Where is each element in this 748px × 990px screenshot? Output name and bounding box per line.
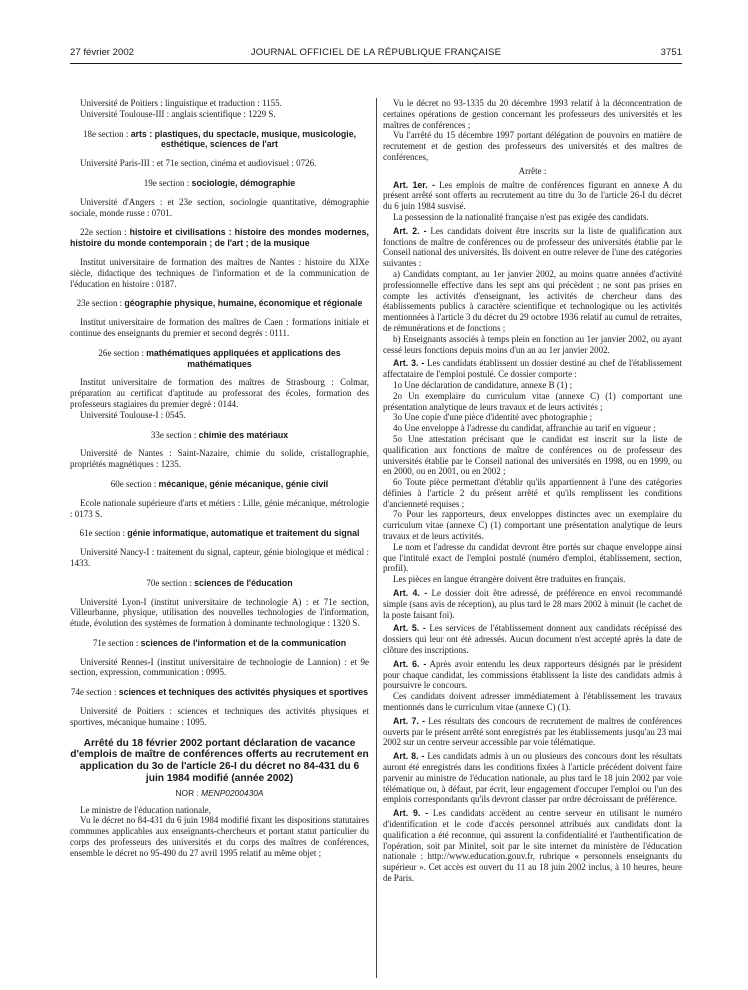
decree-title: Arrêté du 18 février 2002 portant déclaration de vacance d'emplois de maître de conférences offerts au recrutement en application du 3o de l'article 26-I du décret no 84-431 du 6 juin 1984 modifié (année 2002) (70, 737, 369, 785)
article-list (383, 180, 682, 884)
section-number: 23e section : (76, 298, 125, 309)
section-title: mécanique, génie mécanique, génie civil (158, 478, 329, 489)
section-heading (70, 348, 369, 370)
section-entry: Université Toulouse-I : 0545. (80, 409, 186, 420)
section-title: histoire et civilisations : histoire des mondes modernes, histoire du monde contemporain ; de l'art ; de la musique (70, 227, 369, 249)
minister-line: Le ministre de l'éducation nationale, (80, 804, 211, 815)
article-label: Art. 5. - (393, 623, 426, 634)
article-paragraph (383, 412, 682, 423)
article-paragraph (383, 358, 682, 380)
vu-paragraph: Vu l'arrêté du 15 décembre 1997 portant délégation de pouvoirs en matière de recrutement et de gestion des professeurs des universités et des maîtres de conférences, (383, 130, 682, 162)
article-text: Le nom et l'adresse du candidat devront être portés sur chaque enveloppe ainsi que l'intitulé exact de l'emploi postulé (numéro d'emploi, établissement, section, profil). (383, 541, 682, 574)
vu-paragraph: Vu le décret no 84-431 du 6 juin 1984 modifié fixant les dispositions statutaires communes applicables aux enseignants-chercheurs et portant statut particulier du corps des professeurs des universités et du corps des maîtres de conférences, ensemble le décret no 95-490 du 27 avril 1995 relatif au même objet ; (70, 815, 369, 858)
article-paragraph (383, 808, 682, 884)
section-heading (70, 178, 369, 189)
section-entry: Université de Poitiers : sciences et techniques des activités physiques et sportives, mécanique humaine : 1095. (70, 706, 369, 727)
article-text: Après avoir entendu les deux rapporteurs désignés par le président pour chaque candidat, les commissions établissent la liste des candidats admis à poursuivre le concours. (383, 658, 682, 691)
section-title: mathématiques appliquées et applications des mathématiques (146, 347, 341, 369)
section-title: génie informatique, automatique et traitement du signal (127, 528, 360, 539)
section-entry: Université de Nantes : Saint-Nazaire, chimie du solide, cristallographie, propriétés magnétiques : 1235. (70, 448, 369, 470)
article-text: b) Enseignants associés à temps plein en fonction au 1er janvier 2002, ou ayant cessé leurs fonctions depuis moins d'un an au 1er janvier 2002. (383, 333, 682, 355)
article-text: Ces candidats doivent adresser immédiatement à l'établissement les travaux mentionnés dans le curriculum vitae (annexe C) (1). (383, 691, 682, 713)
article-text: 1o Une déclaration de candidature, annexe B (1) ; (393, 379, 573, 390)
section-entry: Institut universitaire de formation des maîtres de Caen : formations initiale et continue des enseignants du premier et second degrés : 0111. (70, 317, 369, 338)
article-text: Le dossier doit être adressé, de préférence en envoi recommandé simple (sans avis de réception), au plus tard le 28 mars 2002 à minuit (le cachet de la poste faisant foi). (383, 588, 682, 620)
vu-paragraph: Vu le décret no 93-1335 du 20 décembre 1993 relatif à la déconcentration de certaines opérations de gestion concernant les professeurs des universités et les maîtres de conférences ; (383, 98, 682, 130)
article-paragraph (383, 477, 682, 509)
article-label: Art. 6. - (393, 658, 427, 669)
article-paragraph (383, 334, 682, 356)
article-paragraph (383, 180, 682, 212)
article-text: Les candidats accèdent au centre serveur en utilisant le numéro d'identification et le code d'accès personnel attribués aux candidats dont la qualification a été reconnue, qui assurent la confidentialité et l'authentification de l'opération, soit par Minitel, soit par le site internet du ministère de l'éducation nationale : http://www.education.gouv.fr, rubrique « personnels enseignants du supérieur ». Cet accès est ouvert du 11 au 18 juin 2002 inclus, à 10 heures, heure de Paris. (383, 808, 682, 883)
article-paragraph (383, 226, 682, 269)
section-heading (70, 430, 369, 441)
section-entry: Ecole nationale supérieure d'arts et métiers : Lille, génie mécanique, métrologie : 0173 S. (70, 497, 369, 519)
column-divider (376, 98, 377, 978)
article-paragraph (383, 574, 682, 585)
article-paragraph (383, 380, 682, 391)
article-text: Les services de l'établissement donnent aux candidats récépissé des dossiers qui leur ont été adressés. Aucun document n'est accepté après la date de clôture des inscriptions. (383, 623, 682, 656)
section-heading (70, 578, 369, 589)
arrete-heading: Arrête : (518, 165, 547, 176)
article-text: Les candidats établissent un dossier destiné au chef de l'établissement affectataire de l'emploi postulé. Ce dossier comporte : (383, 358, 682, 380)
article-paragraph (383, 623, 682, 655)
article-text: 5o Une attestation précisant que le candidat est inscrit sur la liste de qualification aux fonctions de maître de conférences ou de professeur des universités établie par le Conseil national des universités en 1998, ou en 1999, ou en 2000, ou en 2001, ou en 2002 ; (383, 433, 682, 477)
section-title: sciences de l'éducation (194, 577, 293, 588)
article-label: Art. 9. - (393, 808, 429, 819)
article-text: Les emplois de maître de conférences figurant en annexe A du présent arrêté sont offerts au recrutement au titre du 3o de l'article 26-I du décret du 6 juin 1984 susvisé. (383, 179, 682, 212)
section-heading (70, 528, 369, 539)
left-column (70, 98, 369, 978)
header-date: 27 février 2002 (70, 47, 134, 58)
right-column (383, 98, 682, 978)
section-entry: Institut universitaire de formation des maîtres de Strasbourg : Colmar, préparation au certificat d'aptitude au professorat des écoles, formation des professeurs stagiaires du premier degré : 0144. (70, 377, 369, 409)
section-list (70, 129, 369, 728)
article-text: 7o Pour les rapporteurs, deux enveloppes distinctes avec un exemplaire du curriculum vitae (annexe C) (1) comportant une présentation analytique de leurs travaux et de leurs activités. (383, 509, 682, 542)
section-entry: Université Paris-III : et 71e section, cinéma et audiovisuel : 0726. (80, 158, 317, 169)
article-paragraph (383, 751, 682, 805)
journal-title: JOURNAL OFFICIEL DE LA RÉPUBLIQUE FRANÇAISE (250, 47, 502, 58)
section-heading (70, 129, 369, 151)
section-heading (70, 479, 369, 490)
section-number: 71e section : (92, 637, 141, 648)
section-heading (70, 227, 369, 249)
section-number: 33e section : (150, 429, 199, 440)
section-entry: Université Lyon-I (institut universitaire de technologie A) : et 71e section, Villeurbanne, physique, utilisation des nouvelles technologies de l'information, étude, évolution des systèmes de formation à dominante technologique : 1320 S. (70, 596, 369, 629)
article-text: Les pièces en langue étrangère doivent être traduites en français. (393, 574, 626, 585)
header-rule (70, 63, 682, 64)
section-title: sciences et techniques des activités physiques et sportives (118, 687, 369, 698)
article-label: Art. 7. - (393, 715, 426, 726)
nor-code: MENP0200430A (201, 787, 264, 798)
article-paragraph (383, 691, 682, 713)
intro-line: Université de Poitiers : linguistique et traduction : 1155. (80, 98, 282, 108)
section-title: sciences de l'information et de la communication (140, 637, 347, 648)
section-number: 60e section : (110, 478, 159, 489)
section-number: 18e section : (82, 128, 131, 139)
article-paragraph (383, 509, 682, 541)
article-text: Les candidats doivent être inscrits sur la liste de qualification aux fonctions de maître de conférences ou de professeur des universités établie par le Conseil national des universités. Ils doivent en outre relever de l'une des catégories suivantes : (383, 225, 682, 269)
article-paragraph (383, 434, 682, 477)
article-text: 6o Toute pièce permettant d'établir qu'ils appartiennent à l'une des catégories définies à l'article 2 du présent arrêté et qu'ils remplissent les conditions d'ancienneté requises ; (383, 477, 682, 509)
nor-label: NOR : (175, 787, 202, 798)
section-entry: Université d'Angers : et 23e section, sociologie quantitative, démographie sociale, monde russe : 0701. (70, 196, 369, 218)
section-number: 61e section : (79, 528, 128, 539)
article-paragraph (383, 716, 682, 748)
article-paragraph (383, 391, 682, 413)
section-heading (70, 687, 369, 698)
section-title: arts : plastiques, du spectacle, musique, musicologie, esthétique, sciences de l'art (130, 128, 357, 150)
article-text: 3o Une copie d'une pièce d'identité avec photographie ; (393, 412, 593, 423)
article-label: Art. 2. - (393, 225, 427, 236)
article-label: Art. 3. - (393, 358, 425, 369)
section-number: 70e section : (146, 577, 195, 588)
section-title: sociologie, démographie (191, 177, 296, 188)
section-number: 22e section : (80, 227, 130, 238)
article-text: 2o Un exemplaire du curriculum vitae (annexe C) (1) comportant une présentation analytique de leurs travaux et de leurs activités ; (383, 390, 682, 412)
section-entry: Université Rennes-I (institut universitaire de technologie de Lannion) : et 9e section, expression, communication : 0995. (70, 656, 369, 678)
article-paragraph (383, 269, 682, 334)
section-number: 19e section : (143, 177, 192, 188)
section-title: géographie physique, humaine, économique et régionale (124, 298, 363, 309)
article-paragraph (383, 423, 682, 434)
page-header (70, 48, 682, 62)
article-text: Les candidats admis à un ou plusieurs des concours dont les résultats auront été enregistrés dans les conditions fixées à l'article précédent doivent faire parvenir au ministre de l'éducation nationale, au plus tard le 18 juin 2002 par voie télématique ou, à défaut, par écrit, leur engagement d'occuper l'emploi ou l'un des emplois correspondants qu'ils devront classer par ordre décroissant de préférence. (383, 751, 682, 805)
article-text: 4o Une enveloppe à l'adresse du candidat, affranchie au tarif en vigueur ; (393, 423, 656, 434)
article-paragraph (383, 659, 682, 691)
article-label: Art. 1er. - (393, 179, 435, 190)
section-title: chimie des matériaux (198, 429, 289, 440)
section-entry: Université Nancy-I : traitement du signal, capteur, génie biologique et médical : 1433. (70, 547, 369, 568)
section-number: 26e section : (98, 347, 147, 358)
section-number: 74e section : (70, 687, 119, 698)
article-label: Art. 8. - (393, 751, 425, 762)
article-label: Art. 4. - (393, 588, 428, 599)
nor-reference (70, 788, 369, 799)
article-text: La possession de la nationalité française n'est pas exigée des candidats. (393, 211, 649, 222)
page-number: 3751 (660, 47, 682, 58)
article-paragraph (383, 588, 682, 620)
article-text: a) Candidats comptant, au 1er janvier 2002, au moins quatre années d'activité professionnelle effective dans les sept ans qui précèdent ; ne sont pas prises en compte les activités d'enseignant, les activités de chercheur dans des établissements publics à caractère scientifique et technologique ou les activités mentionnées à l'article 3 du décret du 29 octobre 1936 relatif au cumul de retraites, de rémunérations et de fonctions ; (383, 268, 682, 333)
section-heading (70, 298, 369, 309)
section-entry: Institut universitaire de formation des maîtres de Nantes : histoire du XIXe siècle, didactique des techniques de l'information et de la communication de l'éducation en histoire : 0187. (70, 256, 369, 289)
article-paragraph (383, 212, 682, 223)
section-heading (70, 638, 369, 649)
article-text: Les résultats des concours de recrutement de maîtres de conférences ouverts par le présent arrêté sont enregistrés par les établissements jusqu'au 23 mai 2002 sur un centre serveur accessible par voie télématique. (383, 715, 682, 748)
article-paragraph (383, 542, 682, 574)
intro-line: Université Toulouse-III : anglais scientifique : 1229 S. (80, 108, 276, 119)
